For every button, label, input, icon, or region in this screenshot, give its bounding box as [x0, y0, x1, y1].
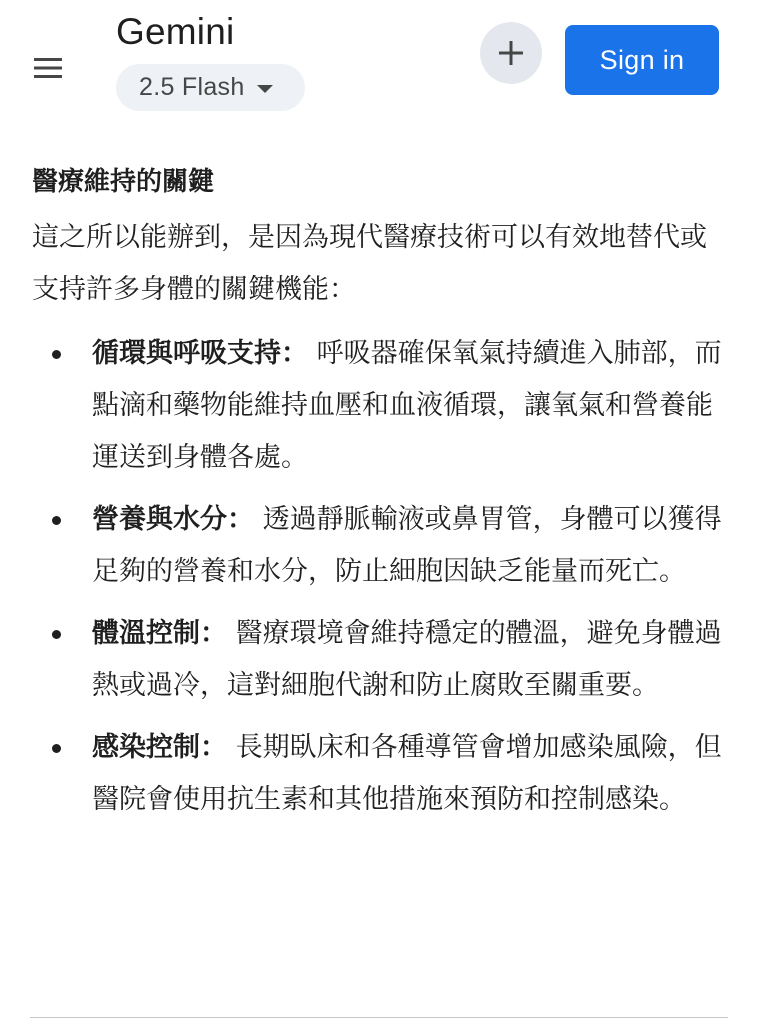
menu-button[interactable] — [34, 50, 90, 86]
list-item-text: 透過靜脈輸液或鼻胃管，身體可以獲得足夠的營養和水分，防止細胞因缺乏能量而死亡。 — [92, 504, 722, 587]
plus-icon — [497, 39, 525, 67]
section-heading: 醫療維持的關鍵 — [32, 167, 215, 197]
app-title: Gemini — [116, 11, 235, 52]
model-selector-label: 2.5 Flash — [139, 73, 245, 101]
list-item-text: 長期臥床和各種導管會增加感染風險，但醫院會使用抗生素和其他措施來預防和控制感染。 — [92, 732, 722, 815]
list-item-term: 循環與呼吸支持： — [92, 338, 308, 369]
top-app-bar — [0, 0, 758, 130]
sign-in-button[interactable]: Sign in — [565, 25, 719, 95]
caret-down-icon — [257, 85, 273, 93]
list-item — [32, 608, 724, 712]
divider — [30, 1017, 728, 1018]
new-chat-button[interactable] — [480, 22, 542, 84]
response-content — [32, 160, 724, 836]
list-item-text: 呼吸器確保氧氣持續進入肺部，而點滴和藥物能維持血壓和血液循環，讓氧氣和營養能運送到身體各處。 — [92, 338, 722, 473]
bullet-icon — [52, 350, 61, 359]
list-item-term: 感染控制： — [92, 732, 227, 763]
bullet-icon — [52, 630, 61, 639]
bullet-list — [32, 328, 724, 826]
bullet-icon — [52, 516, 61, 525]
intro-paragraph: 這之所以能辦到，是因為現代醫療技術可以有效地替代或支持許多身體的關鍵機能： — [32, 222, 707, 305]
list-item — [32, 328, 724, 484]
model-selector[interactable] — [116, 64, 305, 111]
bullet-icon — [52, 744, 61, 753]
list-item-text: 醫療環境會維持穩定的體溫，避免身體過熱或過冷，這對細胞代謝和防止腐敗至關重要。 — [92, 618, 722, 701]
list-item-term: 體溫控制： — [92, 618, 227, 649]
list-item-term: 營養與水分： — [92, 504, 254, 535]
list-item — [32, 494, 724, 598]
hamburger-menu-icon — [34, 57, 64, 79]
list-item — [32, 722, 724, 826]
